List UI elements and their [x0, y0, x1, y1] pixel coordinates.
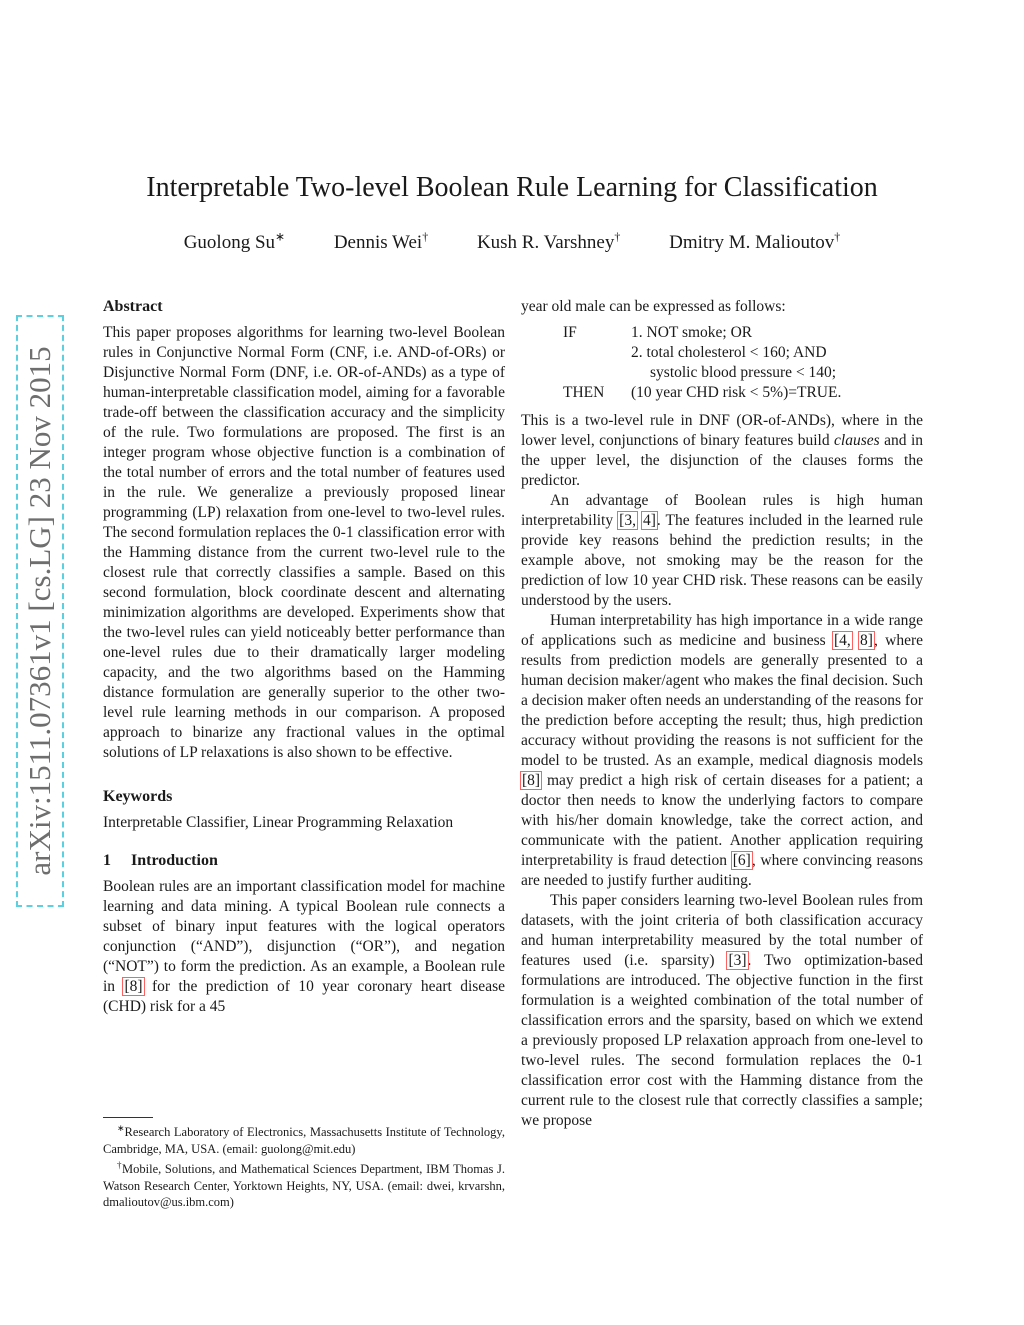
- citation-link[interactable]: 4]: [643, 512, 656, 529]
- author: Kush R. Varshney†: [476, 230, 621, 254]
- footnote-divider: [103, 1117, 153, 1118]
- footnotes: [103, 1117, 505, 1211]
- paper-title: Interpretable Two-level Boolean Rule Learning for Classification: [146, 172, 878, 203]
- author: Dennis Wei†: [333, 230, 429, 254]
- citation-link[interactable]: [8]: [124, 978, 143, 995]
- body-paragraph: An advantage of Boolean rules is high human interpretability [3, 4]. The features included in the learned rule provide key reasons behind the prediction results; in the example above, not smoking may be the reason for the prediction of low 10 year CHD risk. These reasons can be easily understood by the users.: [521, 492, 924, 609]
- arxiv-stamp: [16, 315, 64, 907]
- right-column: [521, 297, 923, 1131]
- author: Guolong Su∗: [183, 230, 286, 254]
- body-paragraph: Human interpretability has high importance in a wide range of applications such as medicine and business [4, 8], where results from prediction models are generally presented to a human decision maker/agent who makes the final decision. Such a decision maker often needs an understanding of the reasons for the prediction before accepting the result; thus, high prediction accuracy without providing the reasons is not sufficient for the model to be trusted. As an example, medical diagnosis models [8] may predict a high risk of certain diseases for a patient; a doctor then needs to know the underlying factors to compare with his/her domain knowledge, take the correct action, and communicate with the patient. Another application requiring interpretability is fraud detection [6], where convincing reasons are needed to justify further auditing.: [521, 612, 924, 889]
- rule-lead-text: year old male can be expressed as follows:: [521, 298, 786, 315]
- rule-line: systolic blood pressure < 140;: [650, 364, 837, 381]
- section-heading-introduction: 1 Introduction: [103, 852, 218, 869]
- rule-if-keyword: IF: [563, 324, 577, 341]
- keywords-heading: Keywords: [103, 788, 173, 805]
- keywords-text: Interpretable Classifier, Linear Programming Relaxation: [103, 814, 454, 831]
- arxiv-id: arXiv:1511.07361v1 [cs.LG] 23 Nov 2015: [22, 346, 57, 876]
- author-list: [0, 230, 1024, 254]
- citation-link[interactable]: [6]: [732, 852, 751, 869]
- body-paragraph: This is a two-level rule in DNF (OR-of-ANDs), where in the lower level, conjunctions of binary features build clauses and in the upper level, the disjunction of the clauses forms the predictor.: [521, 412, 924, 489]
- abstract-heading: Abstract: [103, 298, 163, 315]
- rule-then-keyword: THEN: [563, 384, 605, 401]
- boolean-rule-example: [563, 323, 841, 403]
- rule-line: 1. NOT smoke; OR: [631, 324, 753, 341]
- footnote: †Mobile, Solutions, and Mathematical Sciences Department, IBM Thomas J. Watson Research Center, Yorktown Heights, NY, USA. (email: dwei, krvarshn, dmalioutov@us.ibm.com): [103, 1160, 505, 1210]
- citation-link[interactable]: [8]: [522, 772, 541, 789]
- left-column: [103, 297, 505, 1017]
- citation-link[interactable]: [3]: [728, 952, 747, 969]
- intro-paragraph: Boolean rules are an important classification model for machine learning and data mining. A typical Boolean rule connects a subset of binary input features with the logical operators conjunction (“AND”), disjunction (“OR”), and negation (“NOT”) to form the prediction. As an example, a Boolean rule in [8] for the prediction of 10 year coronary heart disease (CHD) risk for a 45: [103, 878, 505, 1015]
- citation-link[interactable]: [4,: [833, 632, 851, 649]
- rule-line: 2. total cholesterol < 160; AND: [631, 344, 827, 361]
- author: Dmitry M. Malioutov†: [669, 230, 841, 254]
- body-paragraph: This paper considers learning two-level Boolean rules from datasets, with the joint criteria of both classification accuracy and human interpretability measured by the total number of features used (i.e. sparsity) [3]. Two optimization-based formulations are introduced. The objective function in the first formulation is a weighted combination of the total number of classification errors and the sparsity, based on which we extend a previously proposed LP relaxation approach from one-level to two-level rules. The second formulation replaces the 0-1 classification error cost with the Hamming distance from the current rule to the closest rule that correctly classifies a sample; we propose: [521, 892, 923, 1129]
- citation-link[interactable]: [3,: [619, 512, 636, 529]
- abstract-text: This paper proposes algorithms for learning two-level Boolean rules in Conjunctive Normal Form (CNF, i.e. AND-of-ORs) or Disjunctive Normal Form (DNF, i.e. OR-of-ANDs) as a type of human-interpretable classification model, aiming for a favorable trade-off between the classification accuracy and the simplicity of the rule. Two formulations are proposed. The first is an integer program whose objective function is a combination of the total number of errors and the total number of features used in the rule. We generalize a previously proposed linear programming (LP) relaxation from one-level to two-level rules. The second formulation replaces the 0-1 classification error with the Hamming distance from the current two-level rule to the closest rule that correctly classifies a sample. Based on this second formulation, block coordinate descent and alternating minimization algorithms are developed. Experiments show that the two-level rules can yield noticeably better performance than one-level rules due to their dramatically larger modeling capacity, and the two algorithms based on the Hamming distance formulation are generally superior to the other two-level rule learning methods in our comparison. A proposed approach to binarize any fractional values in the optimal solutions of LP relaxations is also shown to be effective.: [103, 324, 505, 761]
- citation-link[interactable]: 8]: [860, 632, 873, 649]
- rule-then-line: (10 year CHD risk < 5%)=TRUE.: [631, 384, 842, 401]
- footnote: ∗Research Laboratory of Electronics, Massachusetts Institute of Technology, Cambridge, MA, USA. (email: guolong@mit.edu): [103, 1123, 505, 1156]
